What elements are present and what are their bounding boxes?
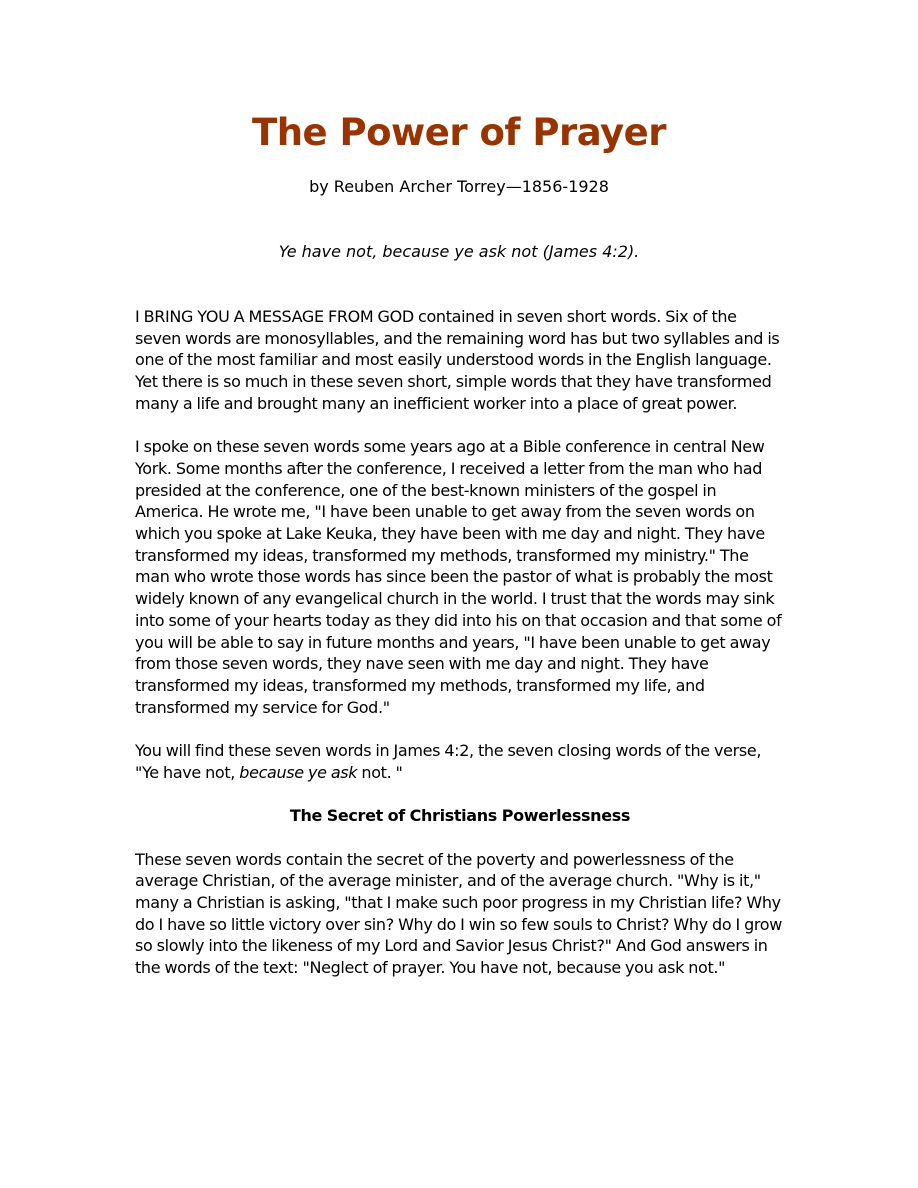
verse-text-before: You will find these seven words in James 4:2, the seven closing words of the verse, "Ye have not, [135, 741, 762, 782]
body-paragraph: I spoke on these seven words some years ago at a Bible conference in central New York. Some months after the conference, I received a letter from the man who had presided at the conference, one of the best-known ministers of the gospel in America. He wrote me, "I have been unable to get away from the seven words on which you spoke at Lake Keuka, they have been with me day and night. They have transformed my ideas, transformed my methods, transformed my ministry." The man who wrote those words has since been the pastor of what is probably the most widely known of any evangelical church in the world. I trust that the words may sink into some of your hearts today as they did into his on that occasion and that some of you will be able to say in future months and years, "I have been unable to get away from those seven words, they nave seen with me day and night. They have transformed my ideas, transformed my methods, transformed my life, and transformed my service for God." [135, 437, 782, 717]
verse-text-italic: because ye ask [239, 762, 358, 782]
body-paragraph: These seven words contain the secret of the poverty and powerlessness of the average Christian, of the average minister, and of the average church. "Why is it," many a Christian is asking, "that I make such poor progress in my Christian life? Why do I have so little victory over sin? Why do I win so few souls to Christ? Why do I grow so slowly into the likeness of my Lord and Savior Jesus Christ?" And God answers in the words of the text: "Neglect of prayer. You have not, because you ask not." [135, 849, 782, 978]
page-title: The Power of Prayer [251, 111, 667, 154]
section-heading: The Secret of Christians Powerlessness [289, 806, 631, 826]
verse-reference-paragraph [135, 740, 785, 783]
body-paragraph: I BRING YOU A MESSAGE FROM GOD contained in seven short words. Six of the seven words are monosyllables, and the remaining word has but two syllables and is one of the most familiar and most easily understood words in the English language. Yet there is so much in these seven short, simple words that they have transformed many a life and brought many an inefficient worker into a place of great power. [135, 307, 780, 413]
epigraph-verse: Ye have not, because ye ask not (James 4:2). [278, 242, 640, 261]
author-byline: by Reuben Archer Torrey—1856-1928 [309, 177, 609, 196]
verse-text-after: not. " [357, 762, 403, 782]
document-body [135, 306, 785, 1000]
